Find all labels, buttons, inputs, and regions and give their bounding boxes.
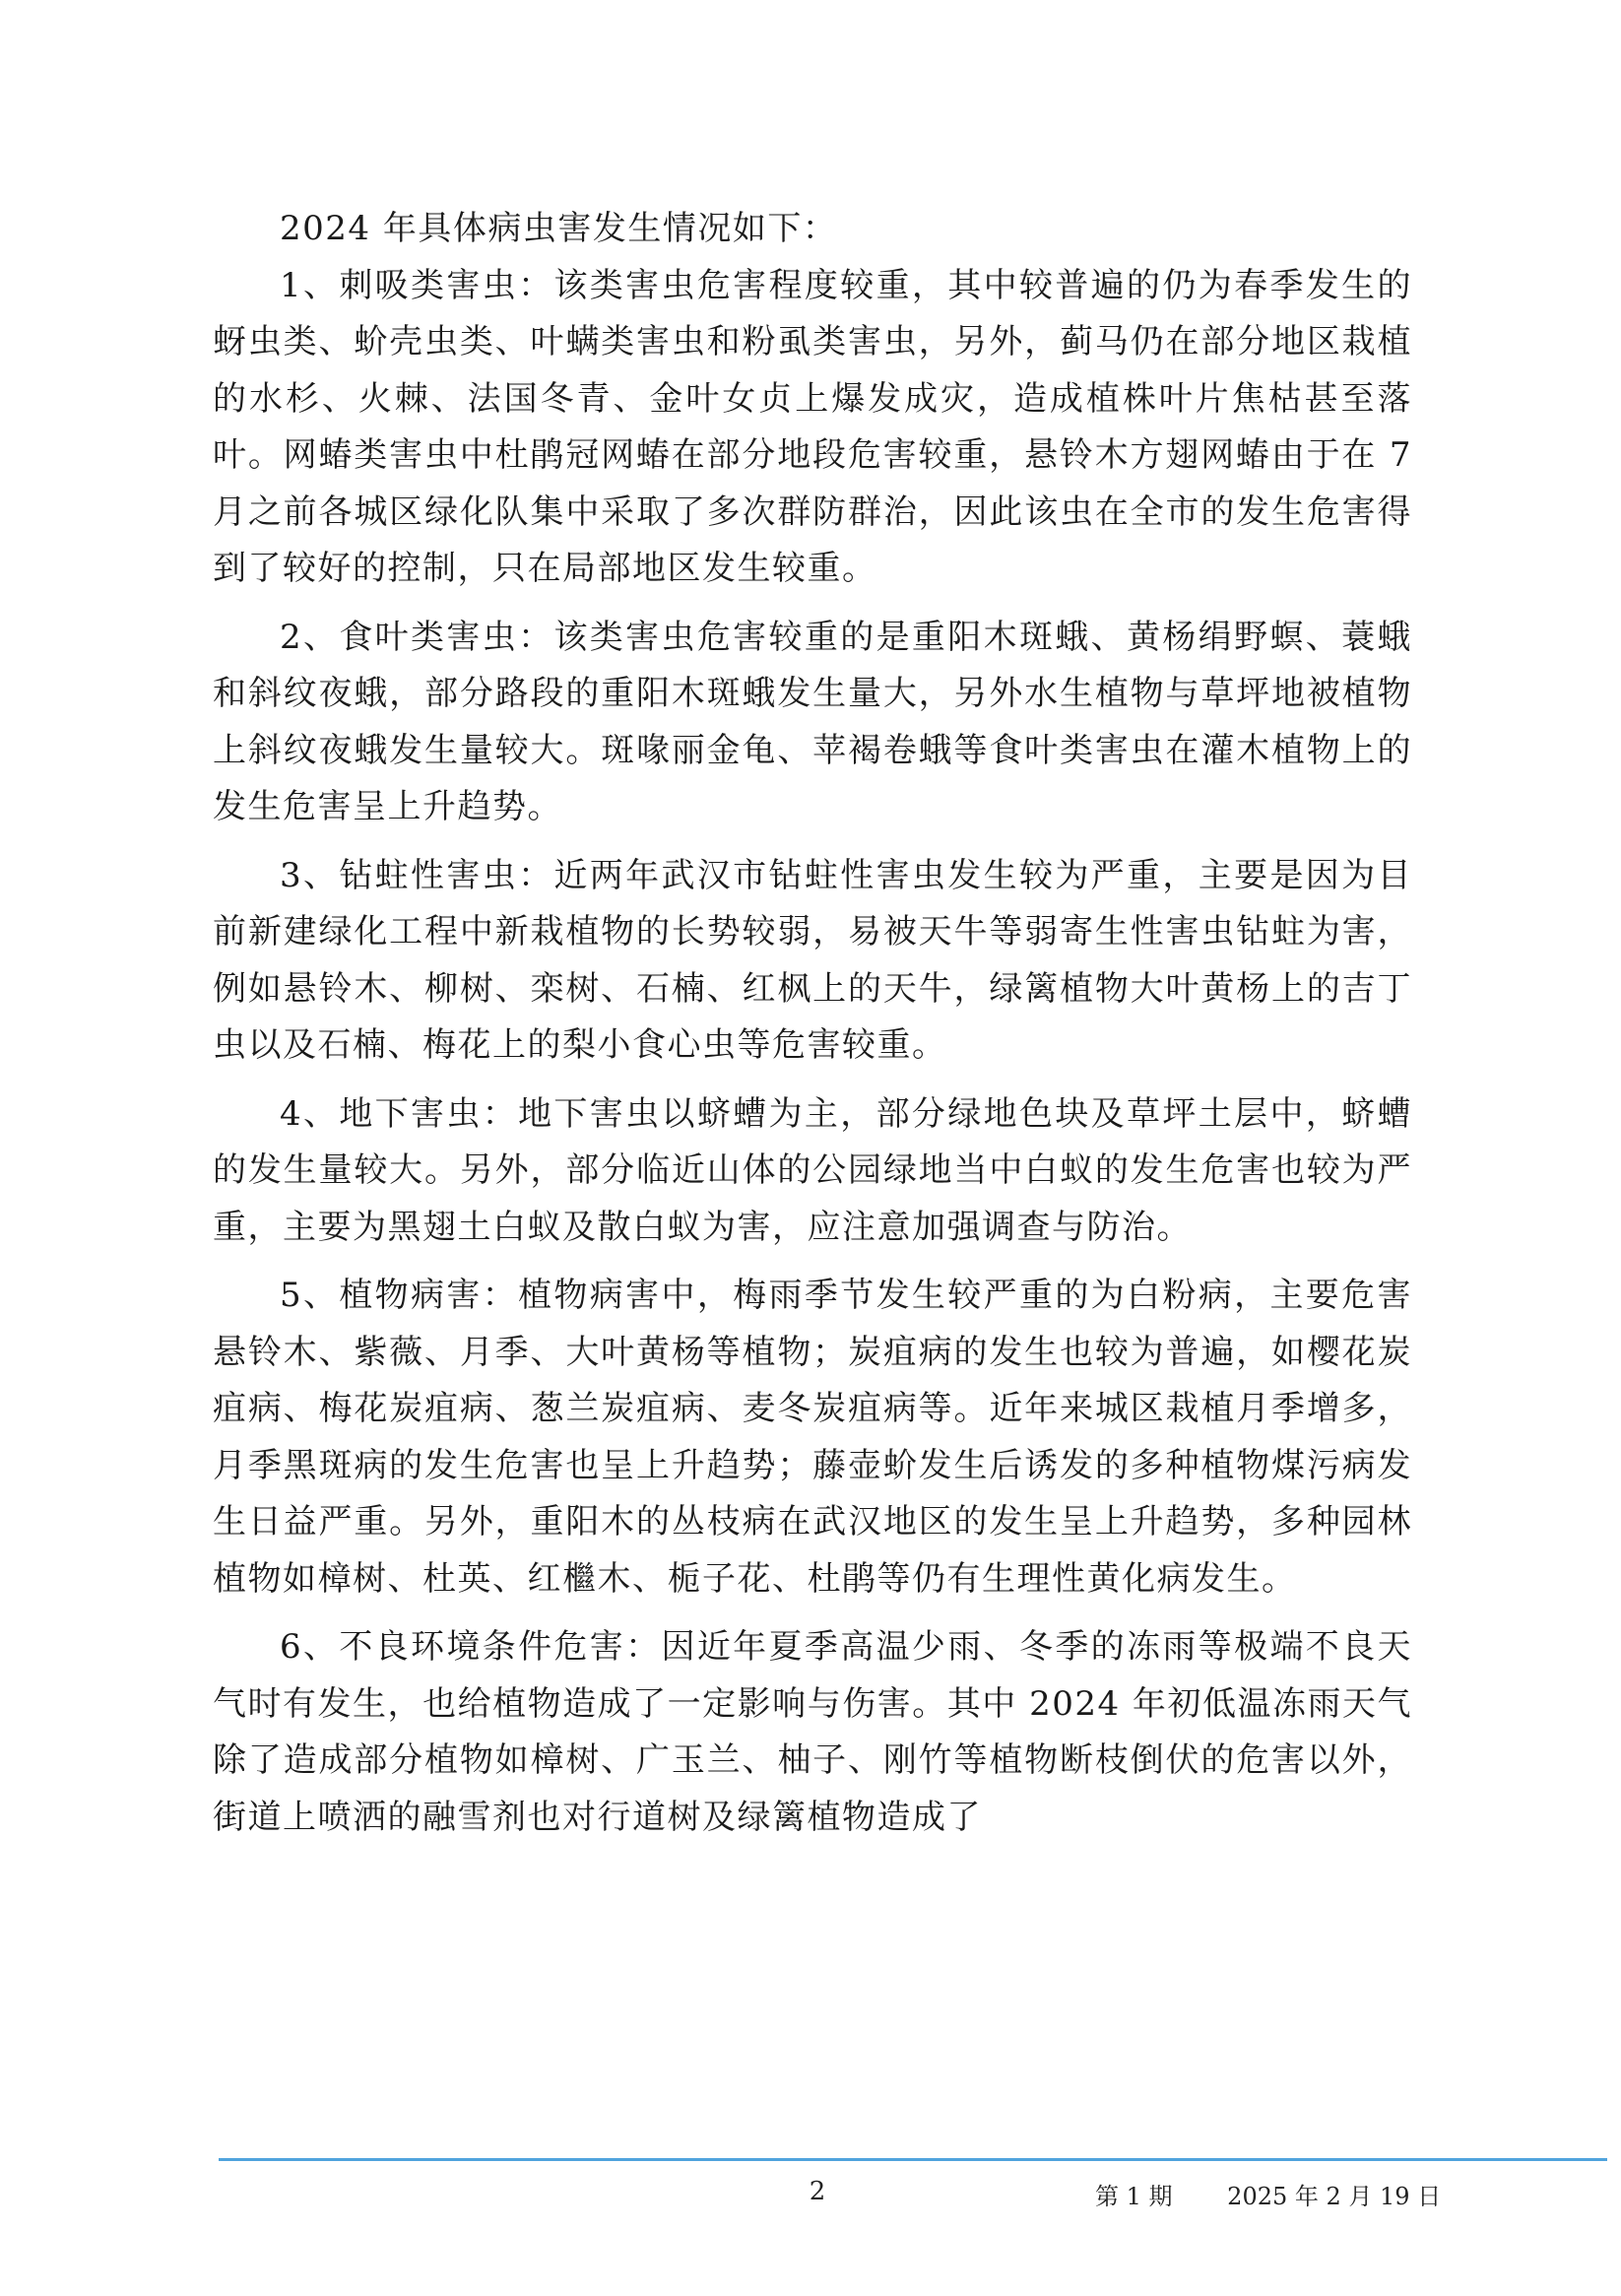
issue-label: 第 1 期: [1095, 2183, 1173, 2210]
paragraph-plant-diseases: 5、植物病害：植物病害中，梅雨季节发生较严重的为白粉病，主要危害悬铃木、紫薇、月季、大叶黄杨等植物；炭疽病的发生也较为普遍，如樱花炭疽病、梅花炭疽病、葱兰炭疽病、麦冬炭疽病等。近年来城区栽植月季增多，月季黑斑病的发生危害也呈上升趋势；藤壶蚧发生后诱发的多种植物煤污病发生日益严重。另外，重阳木的丛枝病在武汉地区的发生呈上升趋势，多种园林植物如樟树、杜英、红檵木、栀子花、杜鹃等仍有生理性黄化病发生。: [213, 1276, 1412, 1599]
paragraph-leaf-eating-pests: 2、食叶类害虫：该类害虫危害较重的是重阳木斑蛾、黄杨绢野螟、蓑蛾和斜纹夜蛾，部分路段的重阳木斑蛾发生量大，另外水生植物与草坪地被植物上斜纹夜蛾发生量较大。斑喙丽金龟、苹褐卷蛾等食叶类害虫在灌木植物上的发生危害呈上升趋势。: [213, 617, 1412, 826]
document-body: [213, 201, 1412, 1846]
page-number: 2: [809, 2177, 826, 2206]
footer-issue-info: [1095, 2177, 1441, 2211]
paragraph-environmental-damage: 6、不良环境条件危害：因近年夏季高温少雨、冬季的冻雨等极端不良天气时有发生，也给植物造成了一定影响与伤害。其中 2024 年初低温冻雨天气除了造成部分植物如樟树、广玉兰、柚子、刚竹等植物断枝倒伏的危害以外，街道上喷洒的融雪剂也对行道树及绿篱植物造成了: [213, 1627, 1412, 1837]
publication-date: 2025 年 2 月 19 日: [1227, 2183, 1442, 2210]
footer-divider: [219, 2158, 1607, 2161]
intro-paragraph: 2024 年具体病虫害发生情况如下：: [280, 209, 838, 248]
paragraph-underground-pests: 4、地下害虫：地下害虫以蛴螬为主，部分绿地色块及草坪土层中，蛴螬的发生量较大。另外，部分临近山体的公园绿地当中白蚁的发生危害也较为严重，主要为黑翅土白蚁及散白蚁为害，应注意加强调查与防治。: [213, 1093, 1412, 1247]
paragraph-boring-pests: 3、钻蛀性害虫：近两年武汉市钻蛀性害虫发生较为严重，主要是因为目前新建绿化工程中新栽植物的长势较弱，易被天牛等弱寄生性害虫钻蛀为害，例如悬铃木、柳树、栾树、石楠、红枫上的天牛，绿篱植物大叶黄杨上的吉丁虫以及石楠、梅花上的梨小食心虫等危害较重。: [213, 855, 1412, 1065]
paragraph-sucking-pests: 1、刺吸类害虫：该类害虫危害程度较重，其中较普遍的仍为春季发生的蚜虫类、蚧壳虫类、叶螨类害虫和粉虱类害虫，另外，蓟马仍在部分地区栽植的水杉、火棘、法国冬青、金叶女贞上爆发成灾，造成植株叶片焦枯甚至落叶。网蝽类害虫中杜鹃冠网蝽在部分地段危害较重，悬铃木方翅网蝽由于在 7 月之前各城区绿化队集中采取了多次群防群治，因此该虫在全市的发生危害得到了较好的控制，只在局部地区发生较重。: [213, 265, 1412, 588]
